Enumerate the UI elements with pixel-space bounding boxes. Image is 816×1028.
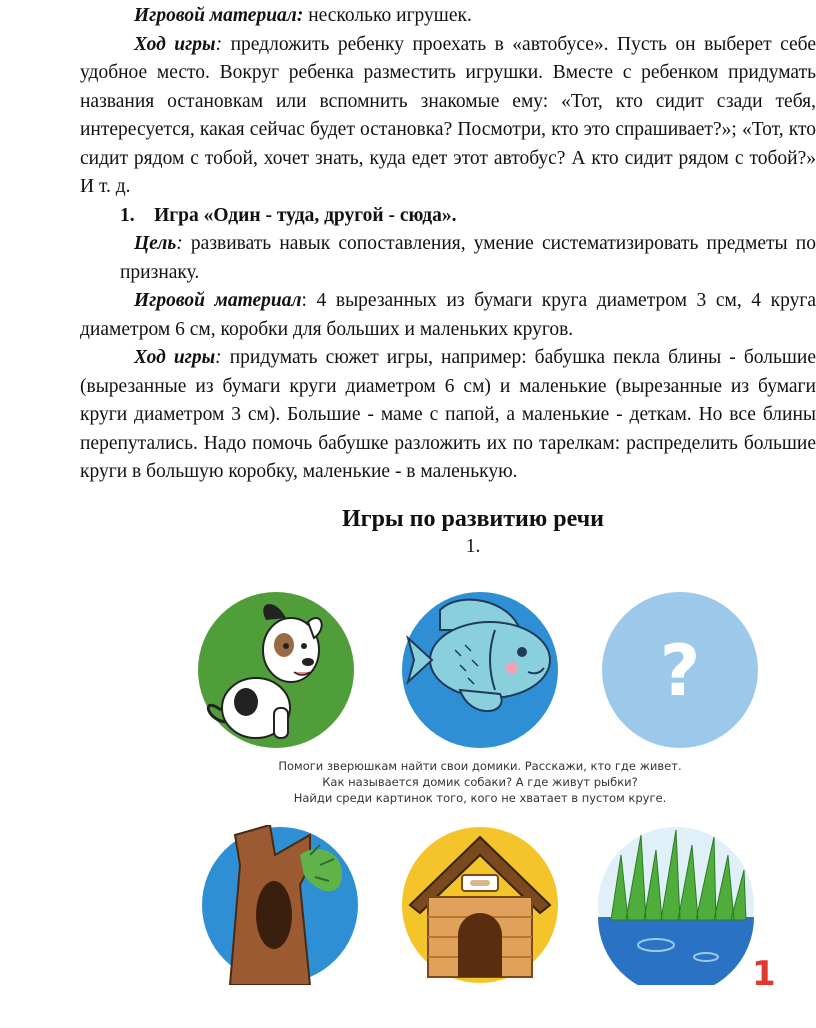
question-mark-icon: ?	[659, 630, 701, 712]
section-number: 1.	[465, 536, 481, 557]
paragraph-game-course-2: Ход игры: придумать сюжет игры, например: бабушка пекла блины - большие (вырезанные из бумаги круги диаметром 6 см) и маленькие (вырезанные из бумаги круги диаметром 3 см). Большие - маме с папой, а маленькие - деткам. Но все блины перепутались. Надо помочь бабушке разложить их по тарелкам: распределить большие круги в большую коробку, маленькие - в маленькую.	[80, 347, 816, 482]
page-number: 1	[752, 954, 776, 994]
tree-picture	[200, 825, 360, 985]
game-title: 1. Игра «Один - туда, другой - сюда».	[120, 204, 457, 226]
paragraph-material-1: Игровой материал: несколько игрушек.	[134, 5, 472, 26]
doghouse-picture	[400, 825, 560, 985]
empty-picture	[600, 590, 760, 750]
paragraph-game-course-1: Ход игры: предложить ребенку проехать в «автобусе». Пусть он выберет себе удобное место. Вокруг ребенка разместить игрушки. Вместе с ребенком придумать названия остановкам или вспомнить знакомые ему: «Тот, кто сидит сзади тебя, интересуется, какая сейчас будет остановка? Посмотри, кто это спрашивает?»; «Тот, кто сидит рядом с тобой, хочет знать, куда едет этот автобус? А кто сидит рядом с тобой?» И т. д.	[80, 33, 816, 197]
paragraph-goal: Цель: развивать навык сопоставления, умение систематизировать предметы по признаку.	[120, 233, 816, 283]
section-title: Игры по развитию речи	[342, 506, 604, 532]
pond-picture	[596, 825, 756, 985]
dog-picture	[196, 590, 356, 750]
document-text	[80, 2, 816, 487]
illustration-caption: Помоги зверюшкам найти свои домики. Расскажи, кто где живет. Как называется домик собаки? А где живут рыбки? Найди среди картинок того, кого не хватает в пустом круге.	[278, 759, 682, 805]
fish-picture	[400, 590, 560, 750]
paragraph-material-2: Игровой материал: 4 вырезанных из бумаги круга диаметром 3 см, 4 круга диаметром 6 см, коробки для больших и маленьких кругов.	[80, 290, 816, 340]
